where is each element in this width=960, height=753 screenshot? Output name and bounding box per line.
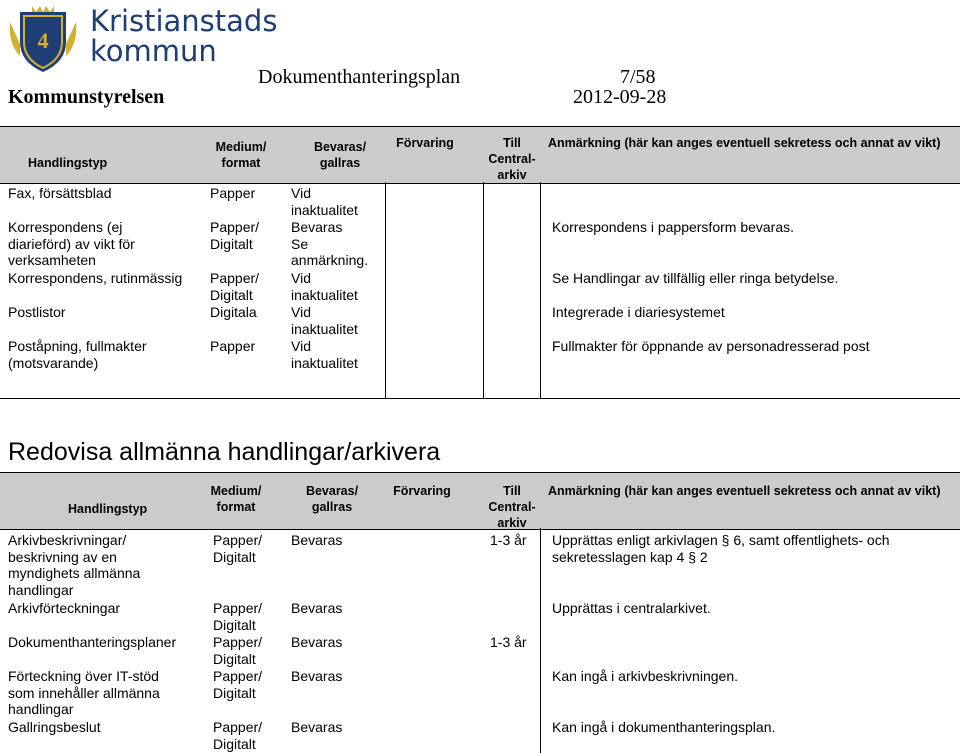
table1-remark-cell: Korrespondens i pappersform bevaras. [552,219,795,235]
table1-bevaras-cell: Vid inaktualitet [291,304,358,337]
table1-bevaras-cell: Bevaras Se anmärkning. [291,219,369,268]
table2-type-cell: Gallringsbeslut [8,719,101,735]
table1-type-cell: Korrespondens, rutinmässig [8,270,183,286]
table1-medium-cell: Papper/ Digitalt [210,219,260,252]
table2-medium-cell: Papper/ Digitalt [213,634,263,667]
col-till: Till Central- arkiv [488,136,536,182]
table1-medium-cell: Papper [210,185,256,201]
table1-medium-cell: Papper [210,338,256,354]
table1-vline [385,182,386,398]
col-type: Handlingstyp [68,502,148,516]
table2-remark-cell: Kan ingå i arkivbeskrivningen. [552,668,738,684]
col-anm: Anmärkning (här kan anges eventuell sekretess och annat av vikt) [548,484,941,498]
table2-type-cell: Dokumenthanteringsplaner [8,634,177,650]
organization: Kommunstyrelsen [8,86,165,108]
table2-type-cell: Arkivförteckningar [8,600,121,616]
svg-text:4: 4 [37,28,49,53]
table1-type-cell: Poståpning, fullmakter (motsvarande) [8,338,147,371]
table1-bevaras-cell: Vid inaktualitet [291,338,358,371]
table1-type-cell: Fax, försättsblad [8,185,112,201]
brand-line1: Kristianstads [90,4,278,38]
table2-medium-cell: Papper/ Digitalt [213,600,263,633]
col-bevaras: Bevaras/ gallras [305,484,359,514]
brand-name [90,6,277,66]
table2-medium-cell: Papper/ Digitalt [213,532,263,565]
table1-bottom-line [0,398,960,399]
col-forvaring: Förvaring [396,136,454,150]
table2-medium-cell: Papper/ Digitalt [213,668,263,701]
table2-bevaras-cell: Bevaras [291,668,343,684]
table1-remark-cell: Fullmakter för öppnande av personadresserad post [552,338,870,354]
table2-vline [540,528,541,753]
section-title: Redovisa allmänna handlingar/arkivera [8,438,441,466]
col-forvaring: Förvaring [393,484,451,498]
table1-bevaras-cell: Vid inaktualitet [291,185,358,218]
table1-header [0,126,960,184]
table2-bevaras-cell: Bevaras [291,532,343,548]
table2-remark-cell: Upprättas enligt arkivlagen § 6, samt offentlighets- och sekretesslagen kap 4 § 2 [552,532,890,565]
col-medium: Medium/ format [210,484,262,514]
table1-vline [483,182,484,398]
table2-bevaras-cell: Bevaras [291,719,343,735]
table1-bevaras-cell: Vid inaktualitet [291,270,358,303]
table1-vline [540,182,541,398]
col-till: Till Central- arkiv [488,484,536,530]
table2-medium-cell: Papper/ Digitalt [213,719,263,752]
table1-remark-cell: Se Handlingar av tillfällig eller ringa betydelse. [552,270,839,286]
table2-header [0,472,960,530]
table2-bevaras-cell: Bevaras [291,634,343,650]
col-type: Handlingstyp [28,156,108,170]
col-bevaras: Bevaras/ gallras [313,140,367,170]
brand-line2: kommun [90,34,217,68]
document-title: Dokumenthanteringsplan [258,66,461,88]
table1-type-cell: Korrespondens (ej diarieförd) av vikt för verksamheten [8,219,135,268]
table1-remark-cell: Integrerade i diariesystemet [552,304,725,320]
page-number: 7/58 [620,66,656,88]
table1-medium-cell: Papper/ Digitalt [210,270,260,303]
table1-medium-cell: Digitala [210,304,257,320]
table2-remark-cell: Kan ingå i dokumenthanteringsplan. [552,719,776,735]
col-anm: Anmärkning (här kan anges eventuell sekretess och annat av vikt) [548,136,941,150]
table2-type-cell: Förteckning över IT-stöd som innehåller allmänna handlingar [8,668,160,717]
table2-type-cell: Arkivbeskrivningar/ beskrivning av en myndighets allmänna handlingar [8,532,141,598]
table1-type-cell: Postlistor [8,304,66,320]
table2-till-cell: 1-3 år [490,532,527,548]
document-date: 2012-09-28 [573,86,667,108]
table2-remark-cell: Upprättas i centralarkivet. [552,600,711,616]
table2-till-cell: 1-3 år [490,634,527,650]
table2-bevaras-cell: Bevaras [291,600,343,616]
crest-icon [6,4,80,76]
col-medium: Medium/ format [215,140,267,170]
